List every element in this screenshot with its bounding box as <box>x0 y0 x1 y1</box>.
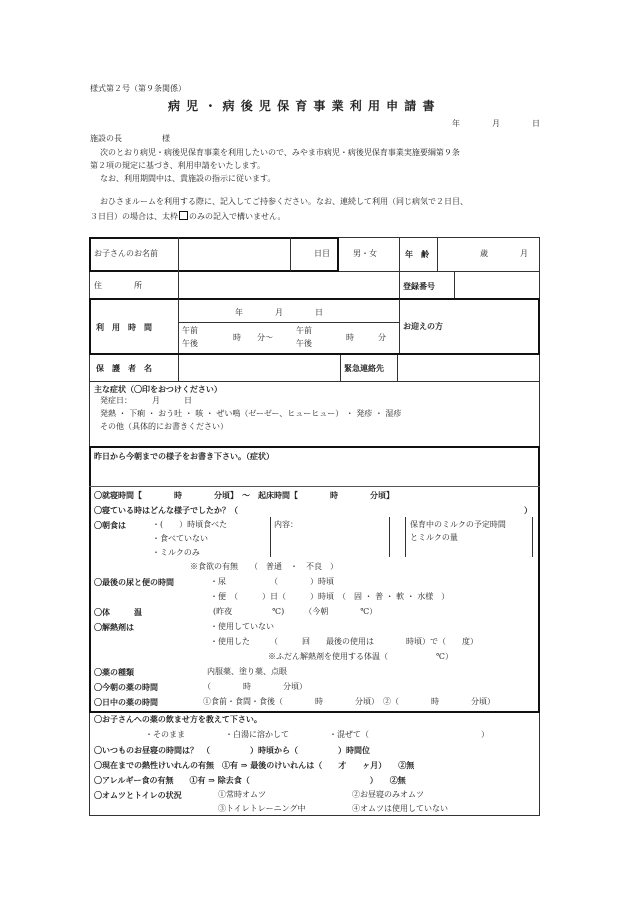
cell-divider <box>178 299 179 353</box>
age-units: 歳 月 <box>480 249 528 258</box>
diaper-option-3[interactable]: ③トイレトレーニング中 <box>218 804 306 813</box>
cell-divider <box>454 271 455 299</box>
medicine-type-options[interactable]: 内服薬、塗り薬、点眼 <box>207 667 287 676</box>
age-label: 年 齢 <box>405 249 429 259</box>
bold-frame <box>89 237 339 239</box>
diaper-option-1[interactable]: ①常時オムツ <box>218 790 266 799</box>
breakfast-label: 〇朝食は <box>94 520 126 530</box>
bold-frame <box>89 446 540 448</box>
daytime-medicine-label: 〇日中の薬の時間 <box>94 697 158 707</box>
am-option-1[interactable]: 午前 <box>182 326 198 335</box>
symptom-other: その他（具体的にお書きください） <box>100 422 228 431</box>
breakfast-option-ate[interactable]: ・( ）時頃食べた <box>152 520 228 529</box>
stool-time[interactable]: ・便 （ ）日（ ）時頃 （ 固 ・ 普 ・ 軟 ・ 水様 ） <box>210 592 450 601</box>
temperature-label: 〇体 温 <box>94 607 142 617</box>
address-field[interactable] <box>182 274 394 296</box>
bold-frame <box>538 298 540 354</box>
page-title: 病 児 ・ 病 後 児 保 育 事 業 利 用 申 請 書 <box>168 99 436 113</box>
child-name-field[interactable] <box>182 242 288 268</box>
date-line: 年 月 日 <box>452 119 540 128</box>
diaper-option-4[interactable]: ④オムツは使用していない <box>352 804 448 813</box>
urine-time: ・尿 （ ）時頃 <box>210 577 334 586</box>
antipyretic-unused[interactable]: ・使用していない <box>210 622 274 631</box>
guardian-field[interactable] <box>182 358 336 378</box>
sleep-state-close: ） <box>524 505 532 515</box>
addressee: 施設の長 様 <box>90 134 170 143</box>
start-time: 時 分〜 <box>233 333 273 342</box>
symptoms-heading <box>94 385 222 394</box>
bold-frame <box>89 237 91 271</box>
milk-plan-line-2: とミルクの量 <box>410 533 458 542</box>
usage-date: 年 月 日 <box>235 308 323 317</box>
cell-divider <box>399 237 400 299</box>
child-name-label: お子さんのお名前 <box>94 249 158 258</box>
daytime-medicine-times[interactable]: ①食前・食間・食後（ 時 分頃） ②（ 時 分頃） <box>203 697 495 706</box>
allergy-food[interactable]: 〇アレルギー食の有無 ①有 ⇒ 除去食（ ） ②無 <box>94 775 406 785</box>
last-toilet-label: 〇最後の尿と便の時間 <box>94 577 174 587</box>
address-label: 住 所 <box>94 281 142 290</box>
gender-label[interactable]: 男・女 <box>353 249 377 258</box>
symptom-options[interactable]: 発熱 ・ 下痢 ・ おう吐 ・ 咳 ・ ぜい鳴（ゼーゼー、ヒューヒュー） ・ 発疹 ・ 湿疹 <box>100 409 402 418</box>
milk-plan-line-1: 保育中のミルクの予定時間 <box>410 520 506 529</box>
pickup-field[interactable] <box>455 303 535 349</box>
bold-frame <box>89 270 339 272</box>
cell-divider <box>397 355 398 381</box>
condition-heading: 昨日から今朝までの様子をお書き下さい。（症状） <box>94 451 274 461</box>
antipyretic-note: ※ふだん解熱剤を使用する体温（ ℃） <box>268 652 453 661</box>
pm-option-1[interactable]: 午後 <box>182 339 198 348</box>
cell-divider <box>178 355 179 381</box>
table-border <box>89 815 540 816</box>
registration-number-label: 登録番号 <box>403 281 435 291</box>
febrile-seizure[interactable]: 〇現在までの熱性けいれんの有無 ①有 ⇒ 最後のけいれんは（ 才 ヶ月） ②無 <box>94 760 415 770</box>
cell-divider <box>178 237 179 271</box>
morning-medicine-time: （ 時 分頃） <box>203 682 307 691</box>
medicine-type-label: 〇薬の種類 <box>94 667 134 677</box>
breakfast-option-none[interactable]: ・食べていない <box>152 534 208 543</box>
intro-line-3: なお、利用期間中は、貴施設の指示に従います。 <box>100 174 276 183</box>
appetite-line[interactable]: ※食欲の有無 （ 普通 ・ 不良 ） <box>190 562 338 571</box>
sleep-state: 〇寝ている時はどんな様子でしたか？（ <box>94 505 238 515</box>
medicine-method-question: 〇お子さんへの薬の飲ませ方を教えて下さい。 <box>94 714 262 724</box>
onset-date: 発症日： 月 日 <box>100 396 192 405</box>
cell-divider <box>290 237 291 271</box>
bold-box-icon <box>179 211 188 220</box>
bold-frame <box>89 711 540 713</box>
day-count-label: 日目 <box>314 249 330 258</box>
intro-line-1: 次のとおり病児・病後児保育事業を利用したいので、みやま市病児・病後児保育事業実施要綱第９条 <box>100 148 460 157</box>
medicine-method-options[interactable]: ・そのまま ・白湯に溶かして ・混ぜて（ ） <box>145 730 489 739</box>
row-divider <box>339 271 539 272</box>
sleep-times: 〇就寝時間【 時 分頃】 〜 起床時間【 時 分頃】 <box>94 490 394 500</box>
condition-field[interactable] <box>94 463 534 485</box>
cell-divider <box>399 299 400 353</box>
breakfast-option-milk[interactable]: ・ミルクのみ <box>152 548 200 557</box>
bold-frame <box>337 237 339 271</box>
antipyretic-label: 〇解熱剤は <box>94 622 134 632</box>
temperature-values: (昨夜 ℃) （今朝 ℃） <box>213 607 378 616</box>
diaper-option-2[interactable]: ②お昼寝のみオムツ <box>352 790 424 799</box>
meal-content-label: 内容： <box>274 520 298 529</box>
cell-divider <box>437 237 438 271</box>
usage-time-label: 利 用 時 間 <box>96 322 152 332</box>
note-line-1: おひさまルームを利用する際に、記入してご持参ください。なお、連続して利用（同じ病気で２日目、 <box>100 197 468 206</box>
note-line-2 <box>90 211 285 221</box>
emergency-contact-label: 緊急連絡先 <box>344 363 384 373</box>
bold-frame <box>89 298 540 300</box>
note-text-a: ３日目）の場合は、太枠 <box>90 212 178 221</box>
bold-frame <box>89 298 91 354</box>
guardian-label: 保 護 者 名 <box>96 363 152 373</box>
intro-line-2: 第２項の規定に基づき、利用申請をいたします。 <box>90 161 266 170</box>
form-number: 様式第２号（第９条関係） <box>90 84 186 93</box>
emergency-contact-field[interactable] <box>402 358 536 378</box>
diaper-toilet-label: 〇オムツとトイレの状況 <box>94 790 182 800</box>
cell-divider <box>340 355 341 381</box>
cell-divider <box>178 271 179 299</box>
symptoms-heading-text: 主な症状（〇印をおつけください） <box>94 384 222 394</box>
bold-frame <box>89 353 540 355</box>
am-option-2[interactable]: 午前 <box>296 326 312 335</box>
nap-time: 〇いつものお昼寝の時間は？ （ ）時頃から（ ）時間位 <box>94 745 370 755</box>
note-text-b: のみの記入で構いません。 <box>189 212 286 221</box>
antipyretic-used[interactable]: ・使用した （ 回 最後の使用は 時頃）で（ 度） <box>210 637 478 646</box>
row-divider <box>89 486 540 487</box>
row-divider <box>89 381 540 382</box>
pm-option-2[interactable]: 午後 <box>296 339 312 348</box>
pickup-label: お迎えの方 <box>403 321 443 331</box>
end-time: 時 分 <box>346 333 386 342</box>
row-divider <box>178 322 399 323</box>
morning-medicine-label: 〇今朝の薬の時間 <box>94 682 158 692</box>
